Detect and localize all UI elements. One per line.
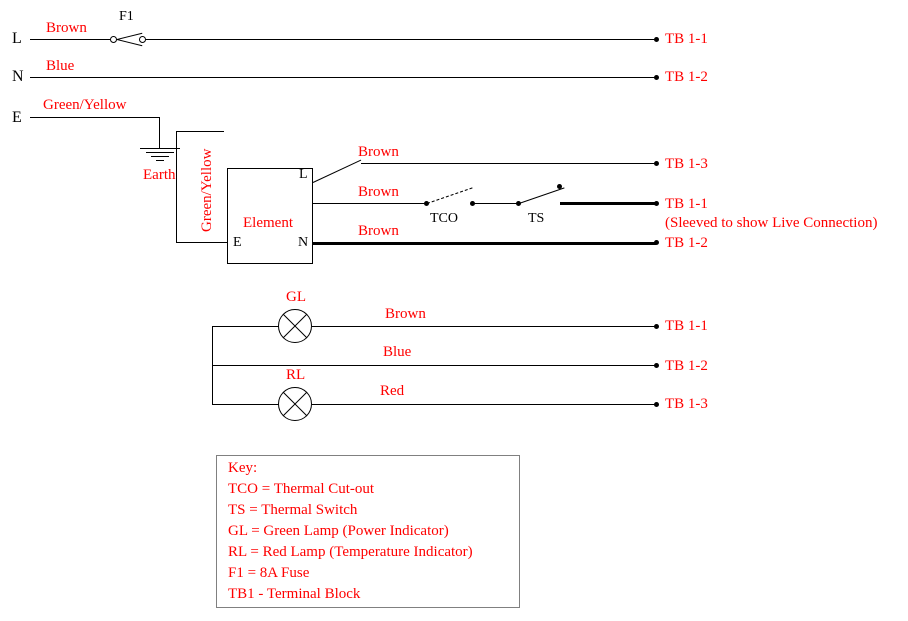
green-lamp-wire-right	[312, 326, 656, 327]
line-wire-left-segment	[30, 39, 110, 40]
lamp-neutral-wire	[212, 365, 656, 366]
supply-neutral-label: N	[12, 68, 24, 85]
red-lamp-wire-colour-label: Red	[380, 383, 405, 399]
line-wire-colour-label: Brown	[46, 20, 87, 36]
element-bottom-wire-colour-label: Brown	[358, 223, 399, 239]
terminal-label-tb1-3-lamp: TB 1-3	[665, 396, 708, 412]
red-lamp-icon	[278, 387, 312, 421]
earth-wire-horizontal	[30, 117, 160, 118]
earth-symbol-icon	[140, 148, 180, 162]
terminal-dot-tb1-2-top	[654, 75, 659, 80]
key-line-tco: TCO = Thermal Cut-out	[228, 481, 375, 497]
element-mid-wire-between-switches	[473, 203, 518, 204]
tco-switch-blade-icon	[427, 187, 473, 204]
fuse-label: F1	[119, 9, 134, 24]
ts-contact-right-dot	[557, 184, 562, 189]
element-bottom-wire-to-tb1-2	[313, 242, 656, 245]
element-mid-wire-left	[313, 203, 426, 204]
terminal-label-tb1-1-lamp: TB 1-1	[665, 318, 708, 334]
ts-switch-blade-icon	[519, 187, 565, 204]
element-top-wire-colour-label: Brown	[358, 144, 399, 160]
earth-branch-top	[176, 131, 224, 132]
neutral-wire-colour-label: Blue	[46, 58, 75, 74]
line-wire-right-segment	[146, 39, 656, 40]
fuse-terminal-right-icon	[139, 36, 146, 43]
terminal-label-tb1-2-element: TB 1-2	[665, 235, 708, 251]
red-lamp-wire-right	[312, 404, 656, 405]
supply-line-label: L	[12, 30, 22, 47]
green-lamp-wire-left	[212, 326, 279, 327]
terminal-label-tb1-3-element: TB 1-3	[665, 156, 708, 172]
key-line-tb1: TB1 - Terminal Block	[228, 586, 361, 602]
element-terminal-n-label: N	[298, 235, 309, 250]
key-heading: Key:	[228, 460, 258, 476]
terminal-label-tb1-1-element: TB 1-1	[665, 196, 708, 212]
element-box-label: Element	[243, 215, 293, 231]
key-line-gl: GL = Green Lamp (Power Indicator)	[228, 523, 449, 539]
element-top-diagonal-wire	[313, 160, 361, 183]
earth-wire-vertical	[159, 117, 160, 149]
earth-branch-to-element	[176, 242, 228, 243]
terminal-label-tb1-2-lamp: TB 1-2	[665, 358, 708, 374]
lamp-neutral-wire-colour-label: Blue	[383, 344, 412, 360]
earth-branch-vertical	[176, 131, 177, 243]
earth-symbol-label: Earth	[143, 167, 176, 183]
terminal-dot-tb1-2-element	[654, 240, 659, 245]
terminal-dot-tb1-1-element	[654, 201, 659, 206]
terminal-label-tb1-2-top: TB 1-2	[665, 69, 708, 85]
terminal-dot-tb1-3-element	[654, 161, 659, 166]
green-lamp-label: GL	[286, 289, 306, 305]
element-mid-wire-colour-label: Brown	[358, 184, 399, 200]
element-top-wire-to-tb1-3	[361, 163, 656, 164]
ts-label: TS	[528, 211, 545, 226]
key-line-f1: F1 = 8A Fuse	[228, 565, 310, 581]
earth-drop-colour-label: Green/Yellow	[199, 148, 215, 232]
terminal-dot-tb1-1-top	[654, 37, 659, 42]
neutral-wire-supply	[30, 77, 656, 78]
key-line-ts: TS = Thermal Switch	[228, 502, 358, 518]
terminal-label-tb1-1-top: TB 1-1	[665, 31, 708, 47]
terminal-dot-tb1-1-lamp	[654, 324, 659, 329]
supply-earth-label: E	[12, 109, 22, 126]
tco-label: TCO	[430, 211, 458, 226]
key-line-rl: RL = Red Lamp (Temperature Indicator)	[228, 544, 473, 560]
terminal-dot-tb1-3-lamp	[654, 402, 659, 407]
element-terminal-e-label: E	[233, 235, 242, 250]
green-lamp-wire-colour-label: Brown	[385, 306, 426, 322]
green-lamp-icon	[278, 309, 312, 343]
element-terminal-l-label: L	[299, 167, 308, 182]
sleeve-note-label: (Sleeved to show Live Connection)	[665, 215, 878, 231]
red-lamp-wire-left	[212, 404, 279, 405]
terminal-dot-tb1-2-lamp	[654, 363, 659, 368]
red-lamp-label: RL	[286, 367, 306, 383]
element-mid-wire-sleeved	[560, 202, 656, 205]
earth-wire-colour-label: Green/Yellow	[43, 97, 127, 113]
